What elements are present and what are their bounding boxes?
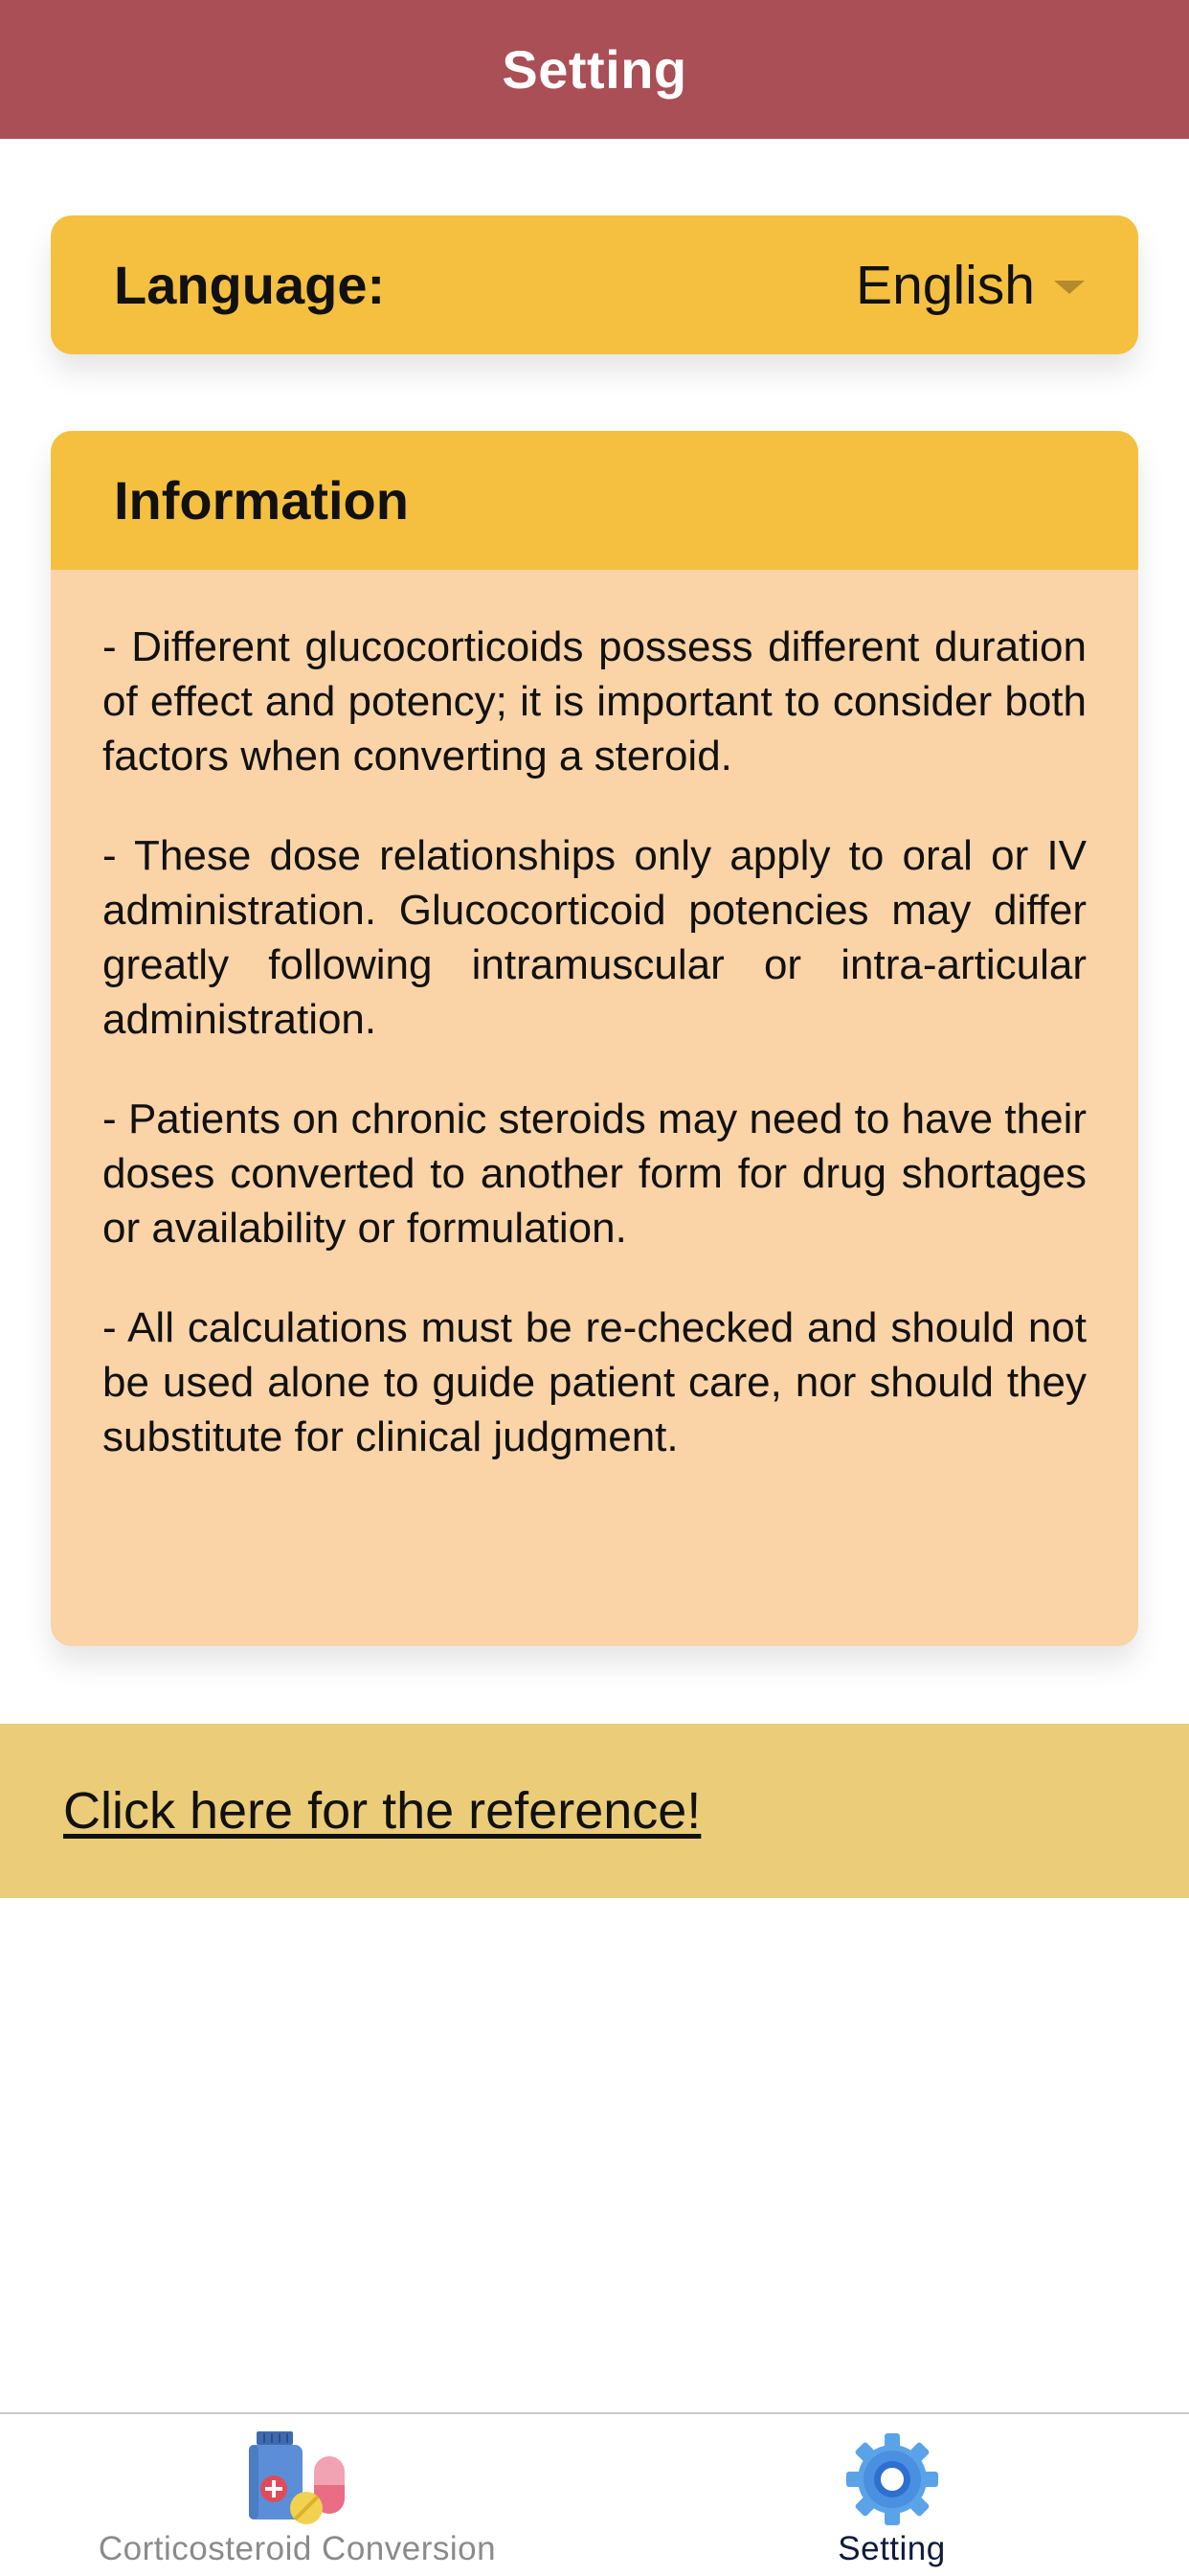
reference-link[interactable]: Click here for the reference! [63, 1782, 702, 1840]
information-card [51, 431, 1138, 1646]
information-body [51, 570, 1138, 1464]
language-label: Language: [114, 255, 386, 315]
tab-corticosteroid-conversion[interactable] [0, 2414, 594, 2576]
medicine-bottle-pills-icon[interactable] [245, 2429, 350, 2530]
information-paragraph: - All calculations must be re-checked and should not be used alone to guide patient care, nor should they substitute for clinical judgment. [102, 1304, 1087, 1460]
information-title: Information [114, 470, 409, 531]
information-paragraph: - Patients on chronic steroids may need to have their doses converted to another form for drug shortages or availability or formulation. [102, 1096, 1087, 1252]
language-selected-value[interactable]: English [856, 254, 1035, 316]
tab-bar [0, 2412, 1189, 2576]
information-paragraph: - These dose relationships only apply to oral or IV administration. Glucocorticoid potencies may differ greatly following intramuscular or intra-articular administration. [102, 832, 1087, 1043]
tab-label[interactable]: Setting [838, 2530, 946, 2567]
information-paragraph: - Different glucocorticoids possess different duration of effect and potency; it is important to consider both factors when converting a steroid. [102, 623, 1087, 780]
language-row [51, 215, 1138, 354]
header-bar [0, 0, 1189, 139]
reference-banner [0, 1724, 1189, 1898]
gear-icon[interactable] [842, 2429, 942, 2534]
chevron-down-icon[interactable] [1054, 281, 1085, 294]
tab-setting[interactable] [594, 2414, 1189, 2576]
page-title: Setting [502, 39, 687, 100]
tab-label[interactable]: Corticosteroid Conversion [98, 2530, 497, 2567]
information-header [51, 431, 1138, 570]
language-select[interactable] [856, 254, 1085, 317]
